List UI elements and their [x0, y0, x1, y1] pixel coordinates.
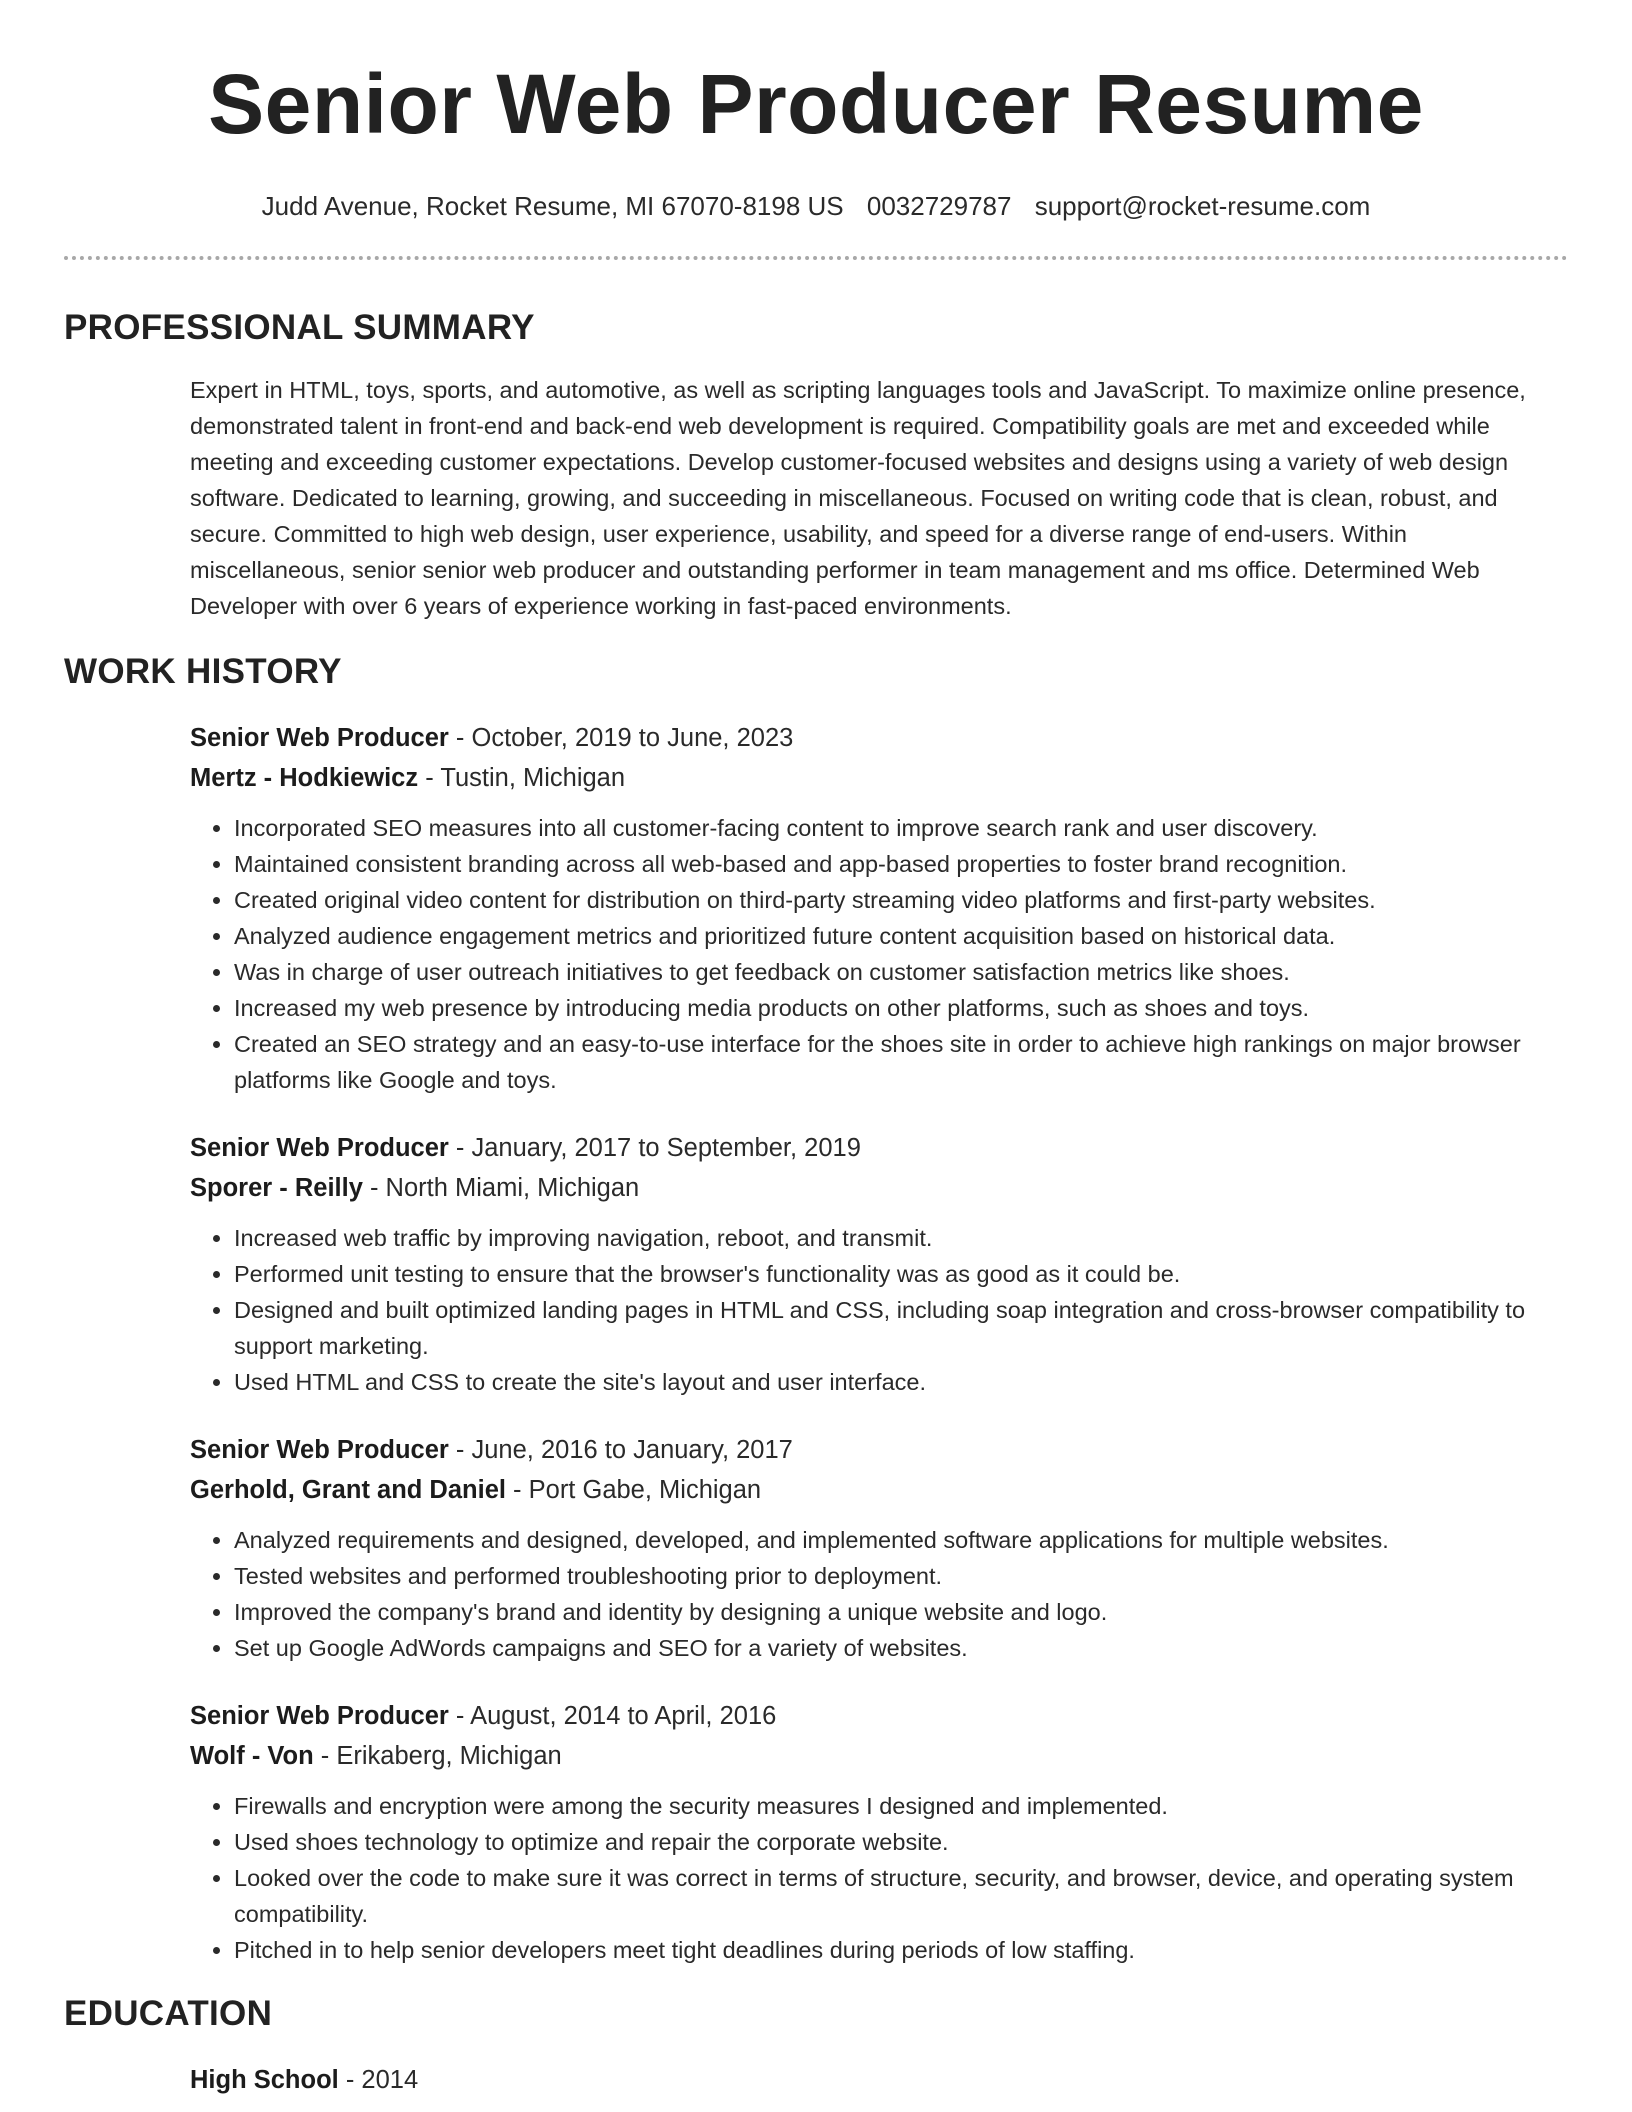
summary-section — [64, 308, 1568, 624]
bullet-item: • Created an SEO strategy and an easy-to-use interface for the shoes site in order to achieve high rankings on major browser platforms like Google and toys. — [234, 1026, 1568, 1098]
bullet-item: • Used HTML and CSS to create the site's layout and user interface. — [234, 1364, 1568, 1400]
job-company: Wolf - Von — [190, 1742, 314, 1770]
job-bullets — [190, 1788, 1568, 1968]
job-title: Senior Web Producer — [190, 724, 449, 752]
bullet-item: • Was in charge of user outreach initiatives to get feedback on customer satisfaction metrics like shoes. — [234, 954, 1568, 990]
bullet-item: • Firewalls and encryption were among the security measures I designed and implemented. — [234, 1788, 1568, 1824]
contact-address: Judd Avenue, Rocket Resume, MI 67070-8198 US — [261, 191, 844, 221]
job-entry — [190, 1128, 1568, 1400]
job-dates: - June, 2016 to January, 2017 — [448, 1436, 793, 1464]
bullet-item: • Increased my web presence by introducing media products on other platforms, such as shoes and toys. — [234, 990, 1568, 1026]
job-title: Senior Web Producer — [190, 1436, 449, 1464]
education-heading: EDUCATION — [64, 1994, 273, 2033]
job-company-line — [190, 758, 1568, 798]
bullet-item: • Increased web traffic by improving navigation, reboot, and transmit. — [234, 1220, 1568, 1256]
bullet-item: • Analyzed requirements and designed, developed, and implemented software applications for multiple websites. — [234, 1522, 1568, 1558]
job-title: Senior Web Producer — [190, 1134, 449, 1162]
job-entry — [190, 1430, 1568, 1666]
education-degree: High School — [190, 2066, 339, 2094]
job-entry — [190, 1696, 1568, 1968]
job-company: Gerhold, Grant and Daniel — [190, 1476, 506, 1504]
job-company: Mertz - Hodkiewicz — [190, 764, 419, 792]
job-location: - Erikaberg, Michigan — [313, 1742, 562, 1770]
education-section — [64, 1994, 1568, 2100]
resume-header — [64, 0, 1568, 260]
job-company: Sporer - Reilly — [190, 1174, 363, 1202]
job-title-line — [190, 1128, 1568, 1168]
bullet-item: • Set up Google AdWords campaigns and SEO for a variety of websites. — [234, 1630, 1568, 1666]
work-history-section — [64, 652, 1568, 1968]
bullet-item: • Analyzed audience engagement metrics and prioritized future content acquisition based on historical data. — [234, 918, 1568, 954]
summary-text: Expert in HTML, toys, sports, and automotive, as well as scripting languages tools and JavaScript. To maximize online presence, demonstrated talent in front-end and back-end web development is required. Compatibility goals are met and exceeded while meeting and exceeding customer expectations. Develop customer-focused websites and designs using a variety of web design software. Dedicated to learning, growing, and succeeding in miscellaneous. Focused on writing code that is clean, robust, and secure. Committed to high web design, user experience, usability, and speed for a diverse range of end-users. Within miscellaneous, senior senior web producer and outstanding performer in team management and ms office. Determined Web Developer with over 6 years of experience working in fast-paced environments. — [190, 377, 1526, 619]
job-location: - North Miami, Michigan — [362, 1174, 640, 1202]
job-title: Senior Web Producer — [190, 1702, 449, 1730]
job-dates: - January, 2017 to September, 2019 — [448, 1134, 861, 1162]
job-title-line — [190, 1430, 1568, 1470]
job-location: - Port Gabe, Michigan — [505, 1476, 762, 1504]
header-divider — [64, 256, 1568, 260]
page-title: Senior Web Producer Resume — [208, 57, 1424, 151]
bullet-item: • Maintained consistent branding across all web-based and app-based properties to foster brand recognition. — [234, 846, 1568, 882]
bullet-item: • Tested websites and performed troubleshooting prior to deployment. — [234, 1558, 1568, 1594]
job-dates: - August, 2014 to April, 2016 — [448, 1702, 777, 1730]
job-company-line — [190, 1168, 1568, 1208]
contact-line — [64, 190, 1568, 222]
job-title-line — [190, 1696, 1568, 1736]
job-company-line — [190, 1470, 1568, 1510]
job-bullets — [190, 1522, 1568, 1666]
bullet-item: • Incorporated SEO measures into all customer-facing content to improve search rank and user discovery. — [234, 810, 1568, 846]
bullet-item: • Pitched in to help senior developers meet tight deadlines during periods of low staffing. — [234, 1932, 1568, 1968]
bullet-item: • Used shoes technology to optimize and repair the corporate website. — [234, 1824, 1568, 1860]
summary-heading: PROFESSIONAL SUMMARY — [64, 308, 535, 347]
job-bullets — [190, 810, 1568, 1098]
job-list — [190, 718, 1568, 1968]
education-year: - 2014 — [338, 2066, 419, 2094]
education-entry — [190, 2060, 1568, 2100]
bullet-item: • Improved the company's brand and identity by designing a unique website and logo. — [234, 1594, 1568, 1630]
bullet-item: • Designed and built optimized landing pages in HTML and CSS, including soap integration and cross-browser compatibility to support marketing. — [234, 1292, 1568, 1364]
contact-phone: 0032729787 — [866, 191, 1012, 221]
bullet-item: • Performed unit testing to ensure that the browser's functionality was as good as it could be. — [234, 1256, 1568, 1292]
job-company-line — [190, 1736, 1568, 1776]
bullet-item: • Created original video content for distribution on third-party streaming video platforms and first-party websites. — [234, 882, 1568, 918]
contact-email: support@rocket-resume.com — [1034, 191, 1371, 221]
job-title-line — [190, 718, 1568, 758]
work-history-heading: WORK HISTORY — [64, 652, 342, 691]
job-entry — [190, 718, 1568, 1098]
job-bullets — [190, 1220, 1568, 1400]
job-dates: - October, 2019 to June, 2023 — [448, 724, 794, 752]
job-location: - Tustin, Michigan — [418, 764, 626, 792]
bullet-item: • Looked over the code to make sure it was correct in terms of structure, security, and browser, device, and operating system compatibility. — [234, 1860, 1568, 1932]
